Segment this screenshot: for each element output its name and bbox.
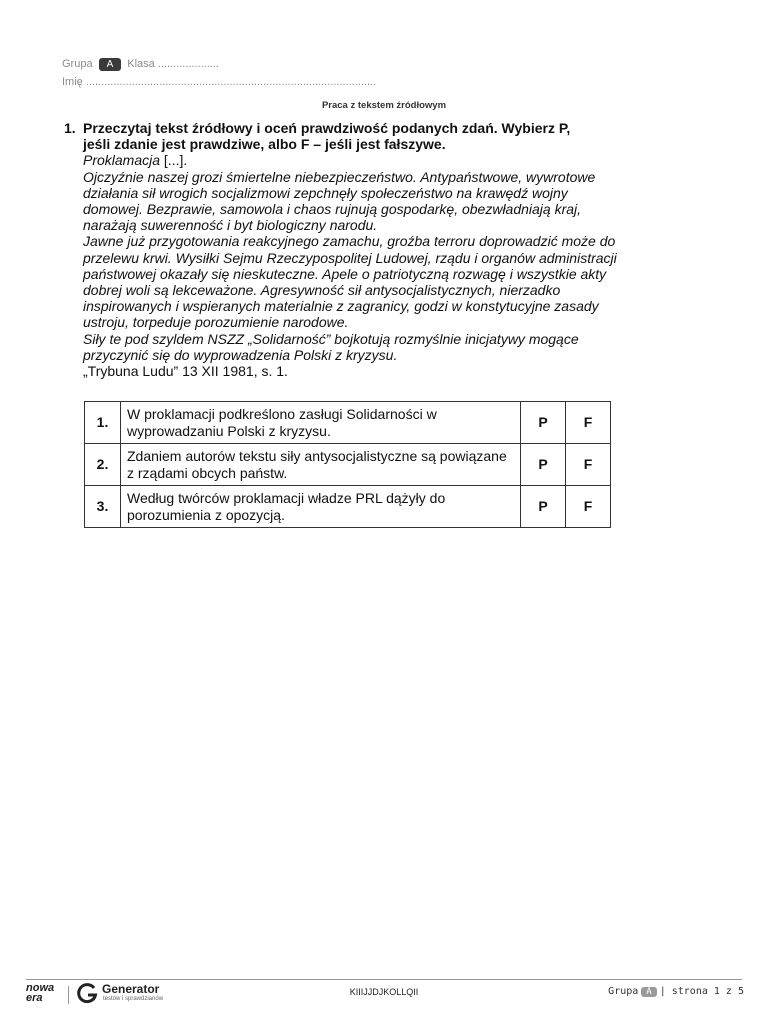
footer-group-badge: A	[641, 987, 656, 997]
class-label: Klasa	[127, 58, 155, 70]
name-label: Imię	[62, 76, 83, 88]
option-true[interactable]: P	[521, 402, 566, 444]
task-number: 1.	[64, 120, 76, 136]
footer-group-label: Grupa	[608, 986, 639, 997]
source-paragraph-2: Jawne już przygotowania reakcyjnego zamachu, groźba terroru doprowadzić może do przelewu krwi. Wysiłki Sejmu Rzeczypospolitej Ludowej, rządu i organów administracji państwowej okazały się nieskuteczne. Apele o patriotyczną rozwagę i wszystkie akty dobrej woli są lekceważone. Agresywność sił antysocjalistycznych, nierzadko inspirowanych i wspieranych materialnie z zagranicy, godzi w konstytucyjne zasady ustroju, torpeduje porozumienie narodowe.	[83, 233, 617, 331]
task-body	[83, 120, 624, 379]
name-field[interactable]: ...............................................................................................	[85, 76, 377, 88]
table-row	[85, 402, 611, 444]
statement-number: 3.	[85, 486, 121, 528]
logo-word-era: era	[26, 992, 43, 1004]
table-row	[85, 486, 611, 528]
group-badge: A	[99, 58, 122, 71]
source-text	[83, 152, 624, 379]
source-paragraph-1: Ojczyźnie naszej grozi śmiertelne niebezpieczeństwo. Antypaństwowe, wywrotowe działania sił wrogich socjalizmowi zepchnęły społeczeństwo na krawędź wojny domowej. Bezprawie, samowola i chaos rujnują gospodarkę, obezwładniają kraj, narażają suwerenność i byt biologiczny narodu.	[83, 168, 596, 234]
statement-text: Zdaniem autorów tekstu siły antysocjalistyczne są powiązane z rządami obcych państw.	[121, 444, 521, 486]
source-heading-line	[83, 152, 624, 168]
option-false[interactable]: F	[566, 444, 611, 486]
section-title: Praca z tekstem źródłowym	[321, 100, 447, 111]
statement-number: 1.	[85, 402, 121, 444]
logo-word-nowa: nowa	[26, 982, 55, 994]
statement-text: Według twórców proklamacji władze PRL dążyły do porozumienia z opozycją.	[121, 486, 521, 528]
page-indicator	[608, 986, 744, 997]
option-true[interactable]: P	[521, 444, 566, 486]
table-row	[85, 444, 611, 486]
instruction-line-2: jeśli zdanie jest prawdziwe, albo F – jeśli jest fałszywe.	[83, 136, 446, 153]
group-class-row	[62, 58, 219, 71]
generator-title: Generator	[102, 982, 160, 996]
group-label: Grupa	[62, 58, 93, 70]
task-instruction	[83, 120, 624, 152]
footer-divider	[26, 979, 742, 980]
name-row	[62, 76, 376, 88]
task-1	[64, 120, 624, 379]
instruction-line-1: Przeczytaj tekst źródłowy i oceń prawdziwość podanych zdań. Wybierz P,	[83, 120, 571, 136]
source-citation: „Trybuna Ludu” 13 XII 1981, s. 1.	[83, 363, 288, 380]
option-false[interactable]: F	[566, 486, 611, 528]
generator-subtitle: testów i sprawdzianów	[103, 996, 164, 1002]
document-code: KIIIJJDJKOLLQII	[349, 987, 419, 997]
class-field[interactable]: ....................	[157, 58, 219, 70]
statement-number: 2.	[85, 444, 121, 486]
source-paragraph-3: Siły te pod szyldem NSZZ „Solidarność” bojkotują rozmyślnie inicjatywy mogące przyczynić się do wyprowadzenia Polski z kryzysu.	[83, 330, 579, 363]
option-false[interactable]: F	[566, 402, 611, 444]
page-number-text: | strona 1 z 5	[659, 986, 744, 997]
source-ellipsis: [...].	[160, 152, 188, 169]
source-heading: Proklamacja	[83, 152, 161, 169]
option-true[interactable]: P	[521, 486, 566, 528]
true-false-table	[84, 401, 611, 528]
statement-text: W proklamacji podkreślono zasługi Solidarności w wyprowadzaniu Polski z kryzysu.	[121, 402, 521, 444]
